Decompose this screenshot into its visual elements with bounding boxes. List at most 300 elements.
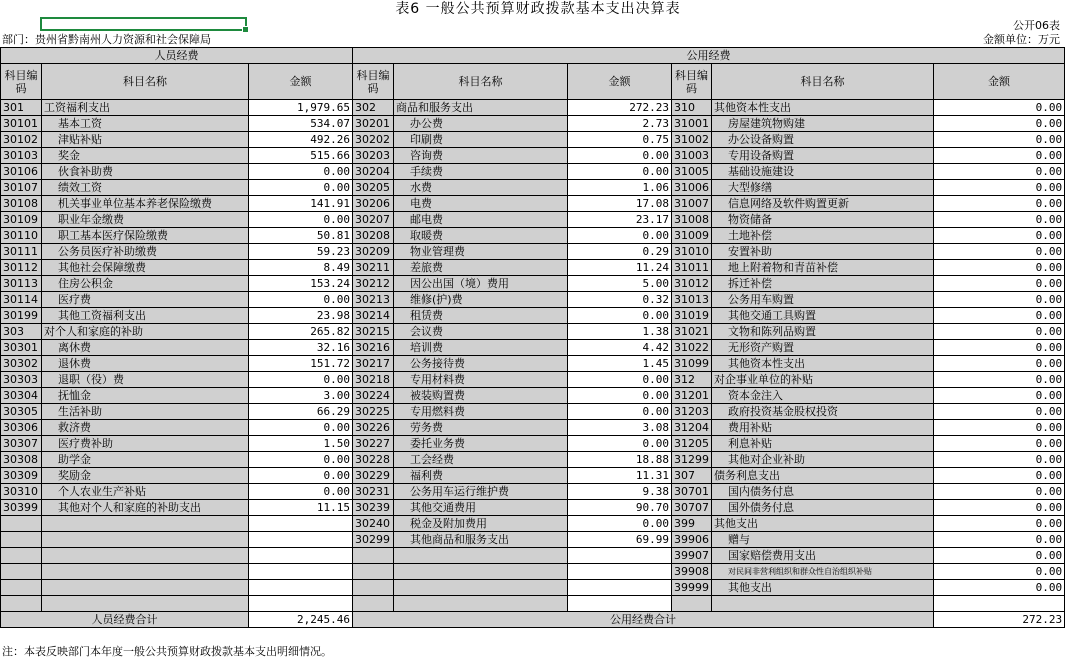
public-b-amount-cell[interactable]: 0.00 bbox=[934, 228, 1065, 244]
public-a-code-cell[interactable]: 30240 bbox=[353, 516, 394, 532]
personnel-code-cell[interactable]: 30307 bbox=[1, 436, 42, 452]
public-b-name-cell[interactable] bbox=[712, 596, 934, 612]
public-a-name-cell[interactable]: 劳务费 bbox=[394, 420, 568, 436]
personnel-amount-cell[interactable]: 8.49 bbox=[249, 260, 353, 276]
public-b-name-cell[interactable]: 基础设施建设 bbox=[712, 164, 934, 180]
public-b-name-cell[interactable]: 其他支出 bbox=[712, 516, 934, 532]
personnel-code-cell[interactable]: 30106 bbox=[1, 164, 42, 180]
personnel-code-cell[interactable]: 30302 bbox=[1, 356, 42, 372]
personnel-code-cell[interactable]: 301 bbox=[1, 100, 42, 116]
personnel-name-cell[interactable]: 其他社会保障缴费 bbox=[42, 260, 249, 276]
public-a-code-cell[interactable] bbox=[353, 596, 394, 612]
public-a-code-cell[interactable] bbox=[353, 548, 394, 564]
public-a-name-cell[interactable]: 水费 bbox=[394, 180, 568, 196]
public-a-name-cell[interactable]: 取暖费 bbox=[394, 228, 568, 244]
personnel-amount-cell[interactable] bbox=[249, 516, 353, 532]
public-a-name-cell[interactable]: 物业管理费 bbox=[394, 244, 568, 260]
personnel-code-cell[interactable]: 30306 bbox=[1, 420, 42, 436]
public-b-code-cell[interactable]: 31003 bbox=[672, 148, 712, 164]
public-a-name-cell[interactable]: 被装购置费 bbox=[394, 388, 568, 404]
public-a-amount-cell[interactable] bbox=[568, 596, 672, 612]
personnel-name-cell[interactable]: 其他工资福利支出 bbox=[42, 308, 249, 324]
personnel-amount-cell[interactable]: 141.91 bbox=[249, 196, 353, 212]
public-b-amount-cell[interactable]: 0.00 bbox=[934, 564, 1065, 580]
public-a-code-cell[interactable]: 30211 bbox=[353, 260, 394, 276]
personnel-code-cell[interactable]: 30107 bbox=[1, 180, 42, 196]
personnel-name-cell[interactable] bbox=[42, 580, 249, 596]
public-a-name-cell[interactable]: 邮电费 bbox=[394, 212, 568, 228]
public-b-name-cell[interactable]: 无形资产购置 bbox=[712, 340, 934, 356]
public-a-amount-cell[interactable]: 1.38 bbox=[568, 324, 672, 340]
public-b-code-cell[interactable]: 31012 bbox=[672, 276, 712, 292]
personnel-amount-cell[interactable]: 0.00 bbox=[249, 372, 353, 388]
personnel-code-cell[interactable]: 30113 bbox=[1, 276, 42, 292]
public-a-code-cell[interactable]: 30218 bbox=[353, 372, 394, 388]
public-b-name-cell[interactable]: 赠与 bbox=[712, 532, 934, 548]
personnel-amount-cell[interactable]: 1,979.65 bbox=[249, 100, 353, 116]
personnel-amount-cell[interactable]: 0.00 bbox=[249, 468, 353, 484]
public-a-amount-cell[interactable] bbox=[568, 548, 672, 564]
public-b-name-cell[interactable]: 文物和陈列品购置 bbox=[712, 324, 934, 340]
public-b-amount-cell[interactable]: 0.00 bbox=[934, 388, 1065, 404]
personnel-code-cell[interactable]: 30301 bbox=[1, 340, 42, 356]
public-b-amount-cell[interactable]: 0.00 bbox=[934, 548, 1065, 564]
public-b-amount-cell[interactable]: 0.00 bbox=[934, 292, 1065, 308]
personnel-code-cell[interactable]: 30304 bbox=[1, 388, 42, 404]
personnel-code-cell[interactable] bbox=[1, 596, 42, 612]
public-a-code-cell[interactable]: 30201 bbox=[353, 116, 394, 132]
personnel-amount-cell[interactable]: 153.24 bbox=[249, 276, 353, 292]
public-a-name-cell[interactable]: 办公费 bbox=[394, 116, 568, 132]
public-b-amount-cell[interactable]: 0.00 bbox=[934, 132, 1065, 148]
personnel-name-cell[interactable]: 职工基本医疗保险缴费 bbox=[42, 228, 249, 244]
public-b-name-cell[interactable]: 物资储备 bbox=[712, 212, 934, 228]
public-b-name-cell[interactable]: 大型修缮 bbox=[712, 180, 934, 196]
personnel-amount-cell[interactable]: 0.00 bbox=[249, 452, 353, 468]
personnel-name-cell[interactable]: 机关事业单位基本养老保险缴费 bbox=[42, 196, 249, 212]
public-b-code-cell[interactable]: 31009 bbox=[672, 228, 712, 244]
public-b-code-cell[interactable]: 31008 bbox=[672, 212, 712, 228]
public-a-name-cell[interactable] bbox=[394, 596, 568, 612]
public-a-amount-cell[interactable]: 0.00 bbox=[568, 388, 672, 404]
public-b-name-cell[interactable]: 资本金注入 bbox=[712, 388, 934, 404]
personnel-code-cell[interactable]: 30108 bbox=[1, 196, 42, 212]
public-b-amount-cell[interactable]: 0.00 bbox=[934, 468, 1065, 484]
personnel-code-cell[interactable] bbox=[1, 548, 42, 564]
public-b-code-cell[interactable]: 310 bbox=[672, 100, 712, 116]
public-total-value[interactable]: 272.23 bbox=[934, 612, 1065, 628]
public-a-amount-cell[interactable]: 0.75 bbox=[568, 132, 672, 148]
public-a-amount-cell[interactable]: 0.00 bbox=[568, 372, 672, 388]
public-b-name-cell[interactable]: 其他支出 bbox=[712, 580, 934, 596]
table-row bbox=[1, 196, 1065, 212]
personnel-code-cell[interactable]: 30305 bbox=[1, 404, 42, 420]
public-a-amount-cell[interactable]: 0.00 bbox=[568, 228, 672, 244]
public-a-name-cell[interactable]: 委托业务费 bbox=[394, 436, 568, 452]
public-a-code-cell[interactable]: 30225 bbox=[353, 404, 394, 420]
public-b-code-cell[interactable]: 31013 bbox=[672, 292, 712, 308]
personnel-amount-cell[interactable]: 151.72 bbox=[249, 356, 353, 372]
public-a-amount-cell[interactable]: 9.38 bbox=[568, 484, 672, 500]
personnel-code-cell[interactable]: 30103 bbox=[1, 148, 42, 164]
public-a-amount-cell[interactable]: 1.45 bbox=[568, 356, 672, 372]
personnel-name-cell[interactable]: 对个人和家庭的补助 bbox=[42, 324, 249, 340]
public-a-code-cell[interactable]: 30209 bbox=[353, 244, 394, 260]
public-b-name-cell[interactable]: 对民间非营利组织和群众性自治组织补贴 bbox=[712, 564, 934, 580]
public-a-amount-cell[interactable]: 4.42 bbox=[568, 340, 672, 356]
public-b-amount-cell[interactable]: 0.00 bbox=[934, 148, 1065, 164]
personnel-amount-cell[interactable] bbox=[249, 532, 353, 548]
personnel-code-cell[interactable]: 30399 bbox=[1, 500, 42, 516]
public-a-amount-cell[interactable]: 69.99 bbox=[568, 532, 672, 548]
public-b-amount-cell[interactable]: 0.00 bbox=[934, 452, 1065, 468]
public-a-amount-cell[interactable]: 3.08 bbox=[568, 420, 672, 436]
personnel-name-cell[interactable]: 救济费 bbox=[42, 420, 249, 436]
public-b-amount-cell[interactable]: 0.00 bbox=[934, 164, 1065, 180]
public-b-amount-cell[interactable]: 0.00 bbox=[934, 196, 1065, 212]
personnel-total-label[interactable]: 人员经费合计 bbox=[1, 612, 249, 628]
public-a-code-cell[interactable]: 30213 bbox=[353, 292, 394, 308]
public-a-name-cell[interactable]: 专用燃料费 bbox=[394, 404, 568, 420]
public-a-name-cell[interactable]: 差旅费 bbox=[394, 260, 568, 276]
public-b-amount-cell[interactable]: 0.00 bbox=[934, 308, 1065, 324]
table-row bbox=[1, 116, 1065, 132]
public-b-amount-cell[interactable]: 0.00 bbox=[934, 404, 1065, 420]
public-b-name-cell[interactable]: 国内债务付息 bbox=[712, 484, 934, 500]
public-a-code-cell[interactable]: 30212 bbox=[353, 276, 394, 292]
public-b-amount-cell[interactable]: 0.00 bbox=[934, 372, 1065, 388]
public-b-code-cell[interactable]: 31201 bbox=[672, 388, 712, 404]
public-b-code-cell[interactable]: 307 bbox=[672, 468, 712, 484]
department-label: 部门：贵州省黔南州人力资源和社会保障局 bbox=[2, 33, 211, 46]
public-b-amount-cell[interactable]: 0.00 bbox=[934, 580, 1065, 596]
public-a-code-cell[interactable]: 30239 bbox=[353, 500, 394, 516]
public-b-code-cell[interactable]: 31099 bbox=[672, 356, 712, 372]
public-b-code-cell[interactable]: 31299 bbox=[672, 452, 712, 468]
public-a-name-cell[interactable]: 因公出国（境）费用 bbox=[394, 276, 568, 292]
public-a-name-cell[interactable]: 专用材料费 bbox=[394, 372, 568, 388]
personnel-name-cell[interactable]: 退休费 bbox=[42, 356, 249, 372]
public-b-amount-cell[interactable] bbox=[934, 596, 1065, 612]
public-b-name-cell[interactable]: 其他对企业补助 bbox=[712, 452, 934, 468]
public-b-amount-cell[interactable]: 0.00 bbox=[934, 324, 1065, 340]
personnel-name-cell[interactable]: 个人农业生产补贴 bbox=[42, 484, 249, 500]
public-b-name-cell[interactable]: 信息网络及软件购置更新 bbox=[712, 196, 934, 212]
public-b-amount-cell[interactable]: 0.00 bbox=[934, 420, 1065, 436]
public-a-code-cell[interactable] bbox=[353, 580, 394, 596]
personnel-name-cell[interactable]: 绩效工资 bbox=[42, 180, 249, 196]
public-b-name-cell[interactable]: 安置补助 bbox=[712, 244, 934, 260]
public-b-amount-cell[interactable]: 0.00 bbox=[934, 436, 1065, 452]
public-b-amount-cell[interactable]: 0.00 bbox=[934, 180, 1065, 196]
public-a-amount-cell[interactable]: 0.00 bbox=[568, 404, 672, 420]
personnel-code-cell[interactable] bbox=[1, 516, 42, 532]
public-b-amount-cell[interactable]: 0.00 bbox=[934, 516, 1065, 532]
public-b-name-cell[interactable]: 债务利息支出 bbox=[712, 468, 934, 484]
table-row bbox=[1, 436, 1065, 452]
personnel-amount-cell[interactable]: 515.66 bbox=[249, 148, 353, 164]
public-total-label[interactable]: 公用经费合计 bbox=[353, 612, 934, 628]
personnel-code-cell[interactable] bbox=[1, 564, 42, 580]
table-row bbox=[1, 500, 1065, 516]
public-a-code-cell[interactable]: 30299 bbox=[353, 532, 394, 548]
public-b-amount-cell[interactable]: 0.00 bbox=[934, 340, 1065, 356]
public-a-code-cell[interactable]: 30227 bbox=[353, 436, 394, 452]
public-b-code-cell[interactable]: 39906 bbox=[672, 532, 712, 548]
public-b-amount-cell[interactable]: 0.00 bbox=[934, 356, 1065, 372]
public-a-amount-cell[interactable]: 23.17 bbox=[568, 212, 672, 228]
public-a-amount-cell[interactable]: 90.70 bbox=[568, 500, 672, 516]
public-b-name-cell[interactable]: 利息补贴 bbox=[712, 436, 934, 452]
public-a-name-cell[interactable]: 咨询费 bbox=[394, 148, 568, 164]
public-a-amount-cell[interactable]: 0.00 bbox=[568, 308, 672, 324]
public-a-code-cell[interactable]: 30216 bbox=[353, 340, 394, 356]
personnel-code-cell[interactable]: 30101 bbox=[1, 116, 42, 132]
personnel-amount-cell[interactable]: 0.00 bbox=[249, 484, 353, 500]
public-a-code-cell[interactable]: 30214 bbox=[353, 308, 394, 324]
public-a-code-cell[interactable]: 30208 bbox=[353, 228, 394, 244]
public-b-name-cell[interactable]: 其他资本性支出 bbox=[712, 356, 934, 372]
public-b-code-cell[interactable]: 30701 bbox=[672, 484, 712, 500]
public-b-amount-cell[interactable]: 0.00 bbox=[934, 100, 1065, 116]
public-b-name-cell[interactable]: 房屋建筑物购建 bbox=[712, 116, 934, 132]
personnel-name-cell[interactable] bbox=[42, 548, 249, 564]
public-a-code-cell[interactable]: 30204 bbox=[353, 164, 394, 180]
personnel-code-cell[interactable]: 30310 bbox=[1, 484, 42, 500]
personnel-amount-cell[interactable]: 23.98 bbox=[249, 308, 353, 324]
personnel-name-cell[interactable]: 津贴补贴 bbox=[42, 132, 249, 148]
public-a-amount-cell[interactable] bbox=[568, 580, 672, 596]
public-b-code-cell[interactable]: 31002 bbox=[672, 132, 712, 148]
public-b-code-cell[interactable]: 39999 bbox=[672, 580, 712, 596]
public-b-amount-cell[interactable]: 0.00 bbox=[934, 116, 1065, 132]
personnel-code-cell[interactable]: 30102 bbox=[1, 132, 42, 148]
public-b-code-cell[interactable]: 312 bbox=[672, 372, 712, 388]
personnel-amount-cell[interactable]: 59.23 bbox=[249, 244, 353, 260]
public-a-amount-cell[interactable] bbox=[568, 564, 672, 580]
personnel-code-cell[interactable]: 30111 bbox=[1, 244, 42, 260]
public-a-name-cell[interactable] bbox=[394, 548, 568, 564]
personnel-amount-cell[interactable]: 0.00 bbox=[249, 164, 353, 180]
personnel-name-cell[interactable]: 生活补助 bbox=[42, 404, 249, 420]
public-a-code-cell[interactable] bbox=[353, 564, 394, 580]
public-a-amount-cell[interactable]: 272.23 bbox=[568, 100, 672, 116]
personnel-code-cell[interactable]: 30110 bbox=[1, 228, 42, 244]
personnel-code-cell[interactable]: 303 bbox=[1, 324, 42, 340]
public-a-amount-cell[interactable]: 0.29 bbox=[568, 244, 672, 260]
public-a-name-cell[interactable]: 其他商品和服务支出 bbox=[394, 532, 568, 548]
public-a-name-cell[interactable]: 会议费 bbox=[394, 324, 568, 340]
personnel-amount-cell[interactable]: 1.50 bbox=[249, 436, 353, 452]
public-a-amount-cell[interactable]: 18.88 bbox=[568, 452, 672, 468]
public-b-name-cell[interactable]: 其他交通工具购置 bbox=[712, 308, 934, 324]
public-b-name-cell[interactable]: 国外债务付息 bbox=[712, 500, 934, 516]
public-a-name-cell[interactable]: 其他交通费用 bbox=[394, 500, 568, 516]
public-a-name-cell[interactable]: 电费 bbox=[394, 196, 568, 212]
public-a-amount-cell[interactable]: 5.00 bbox=[568, 276, 672, 292]
public-b-code-cell[interactable]: 31001 bbox=[672, 116, 712, 132]
public-b-name-cell[interactable]: 国家赔偿费用支出 bbox=[712, 548, 934, 564]
public-b-amount-cell[interactable]: 0.00 bbox=[934, 212, 1065, 228]
public-a-name-cell[interactable]: 培训费 bbox=[394, 340, 568, 356]
public-b-amount-cell[interactable]: 0.00 bbox=[934, 500, 1065, 516]
personnel-amount-cell[interactable]: 50.81 bbox=[249, 228, 353, 244]
personnel-amount-cell[interactable]: 66.29 bbox=[249, 404, 353, 420]
public-a-name-cell[interactable]: 公务接待费 bbox=[394, 356, 568, 372]
public-a-code-cell[interactable]: 30217 bbox=[353, 356, 394, 372]
personnel-name-cell[interactable]: 伙食补助费 bbox=[42, 164, 249, 180]
public-b-amount-cell[interactable]: 0.00 bbox=[934, 276, 1065, 292]
personnel-amount-cell[interactable] bbox=[249, 596, 353, 612]
personnel-name-cell[interactable]: 公务员医疗补助缴费 bbox=[42, 244, 249, 260]
public-a-code-cell[interactable]: 30207 bbox=[353, 212, 394, 228]
public-b-code-cell[interactable]: 31022 bbox=[672, 340, 712, 356]
public-b-name-cell[interactable]: 专用设备购置 bbox=[712, 148, 934, 164]
personnel-name-cell[interactable]: 抚恤金 bbox=[42, 388, 249, 404]
personnel-name-cell[interactable] bbox=[42, 596, 249, 612]
public-a-code-cell[interactable]: 302 bbox=[353, 100, 394, 116]
public-a-code-cell[interactable]: 30224 bbox=[353, 388, 394, 404]
personnel-code-cell[interactable] bbox=[1, 532, 42, 548]
public-a-name-cell[interactable]: 福利费 bbox=[394, 468, 568, 484]
personnel-total-value[interactable]: 2,245.46 bbox=[249, 612, 353, 628]
public-b-amount-cell[interactable]: 0.00 bbox=[934, 532, 1065, 548]
personnel-name-cell[interactable]: 职业年金缴费 bbox=[42, 212, 249, 228]
public-a-name-cell[interactable]: 税金及附加费用 bbox=[394, 516, 568, 532]
personnel-amount-cell[interactable]: 265.82 bbox=[249, 324, 353, 340]
public-b-code-cell[interactable]: 31204 bbox=[672, 420, 712, 436]
personnel-code-cell[interactable]: 30303 bbox=[1, 372, 42, 388]
personnel-name-cell[interactable] bbox=[42, 516, 249, 532]
public-a-code-cell[interactable]: 30215 bbox=[353, 324, 394, 340]
public-a-code-cell[interactable]: 30231 bbox=[353, 484, 394, 500]
public-b-name-cell[interactable]: 拆迁补偿 bbox=[712, 276, 934, 292]
personnel-amount-cell[interactable]: 0.00 bbox=[249, 420, 353, 436]
public-a-amount-cell[interactable]: 11.31 bbox=[568, 468, 672, 484]
public-b-code-cell[interactable]: 31205 bbox=[672, 436, 712, 452]
personnel-amount-cell[interactable] bbox=[249, 564, 353, 580]
public-b-amount-cell[interactable]: 0.00 bbox=[934, 244, 1065, 260]
personnel-code-cell[interactable]: 30309 bbox=[1, 468, 42, 484]
public-a-name-cell[interactable] bbox=[394, 580, 568, 596]
public-a-name-cell[interactable]: 租赁费 bbox=[394, 308, 568, 324]
public-b-name-cell[interactable]: 公务用车购置 bbox=[712, 292, 934, 308]
public-b-code-cell[interactable]: 31203 bbox=[672, 404, 712, 420]
personnel-name-cell[interactable]: 助学金 bbox=[42, 452, 249, 468]
personnel-amount-cell[interactable]: 534.07 bbox=[249, 116, 353, 132]
public-b-code-cell[interactable]: 39907 bbox=[672, 548, 712, 564]
public-a-code-cell[interactable]: 30206 bbox=[353, 196, 394, 212]
personnel-name-cell[interactable]: 医疗费补助 bbox=[42, 436, 249, 452]
public-b-code-cell[interactable]: 31010 bbox=[672, 244, 712, 260]
public-a-name-cell[interactable] bbox=[394, 564, 568, 580]
public-a-amount-cell[interactable]: 0.00 bbox=[568, 516, 672, 532]
public-b-code-cell[interactable]: 31021 bbox=[672, 324, 712, 340]
selected-cell[interactable] bbox=[40, 17, 247, 31]
public-b-name-cell[interactable]: 对企事业单位的补贴 bbox=[712, 372, 934, 388]
public-a-name-cell[interactable]: 商品和服务支出 bbox=[394, 100, 568, 116]
public-a-amount-cell[interactable]: 0.32 bbox=[568, 292, 672, 308]
personnel-amount-cell[interactable] bbox=[249, 548, 353, 564]
personnel-amount-cell[interactable]: 492.26 bbox=[249, 132, 353, 148]
public-b-code-cell[interactable]: 31011 bbox=[672, 260, 712, 276]
public-a-amount-cell[interactable]: 0.00 bbox=[568, 436, 672, 452]
personnel-name-cell[interactable]: 奖金 bbox=[42, 148, 249, 164]
personnel-code-cell[interactable]: 30114 bbox=[1, 292, 42, 308]
public-a-amount-cell[interactable]: 2.73 bbox=[568, 116, 672, 132]
public-b-code-cell[interactable] bbox=[672, 596, 712, 612]
personnel-name-cell[interactable]: 离休费 bbox=[42, 340, 249, 356]
personnel-amount-cell[interactable]: 3.00 bbox=[249, 388, 353, 404]
public-a-name-cell[interactable]: 手续费 bbox=[394, 164, 568, 180]
personnel-name-cell[interactable]: 住房公积金 bbox=[42, 276, 249, 292]
public-a-code-cell[interactable]: 30226 bbox=[353, 420, 394, 436]
personnel-code-cell[interactable]: 30112 bbox=[1, 260, 42, 276]
public-a-code-cell[interactable]: 30229 bbox=[353, 468, 394, 484]
public-b-name-cell[interactable]: 其他资本性支出 bbox=[712, 100, 934, 116]
personnel-name-cell[interactable]: 基本工资 bbox=[42, 116, 249, 132]
public-a-amount-cell[interactable]: 0.00 bbox=[568, 148, 672, 164]
personnel-name-cell[interactable] bbox=[42, 532, 249, 548]
public-b-name-cell[interactable]: 办公设备购置 bbox=[712, 132, 934, 148]
personnel-amount-cell[interactable] bbox=[249, 580, 353, 596]
public-b-code-cell[interactable]: 31005 bbox=[672, 164, 712, 180]
personnel-name-cell[interactable]: 奖励金 bbox=[42, 468, 249, 484]
public-b-code-cell[interactable]: 31006 bbox=[672, 180, 712, 196]
public-a-name-cell[interactable]: 公务用车运行维护费 bbox=[394, 484, 568, 500]
table-row bbox=[1, 404, 1065, 420]
public-a-name-cell[interactable]: 维修(护)费 bbox=[394, 292, 568, 308]
public-a-name-cell[interactable]: 印刷费 bbox=[394, 132, 568, 148]
public-b-code-cell[interactable]: 399 bbox=[672, 516, 712, 532]
public-b-code-cell[interactable]: 31007 bbox=[672, 196, 712, 212]
personnel-name-cell[interactable]: 其他对个人和家庭的补助支出 bbox=[42, 500, 249, 516]
public-b-name-cell[interactable]: 地上附着物和青苗补偿 bbox=[712, 260, 934, 276]
public-b-name-cell[interactable]: 政府投资基金股权投资 bbox=[712, 404, 934, 420]
public-a-code-cell[interactable]: 30202 bbox=[353, 132, 394, 148]
public-a-amount-cell[interactable]: 17.08 bbox=[568, 196, 672, 212]
public-a-code-cell[interactable]: 30203 bbox=[353, 148, 394, 164]
personnel-name-cell[interactable]: 退职（役）费 bbox=[42, 372, 249, 388]
personnel-code-cell[interactable]: 30308 bbox=[1, 452, 42, 468]
public-b-code-cell[interactable]: 30707 bbox=[672, 500, 712, 516]
public-a-amount-cell[interactable]: 11.24 bbox=[568, 260, 672, 276]
public-a-amount-cell[interactable]: 0.00 bbox=[568, 164, 672, 180]
footnote: 注：本表反映部门本年度一般公共预算财政拨款基本支出明细情况。 bbox=[2, 645, 332, 658]
personnel-name-cell[interactable] bbox=[42, 564, 249, 580]
personnel-amount-cell[interactable]: 32.16 bbox=[249, 340, 353, 356]
public-b-amount-cell[interactable]: 0.00 bbox=[934, 484, 1065, 500]
public-b-amount-cell[interactable]: 0.00 bbox=[934, 260, 1065, 276]
personnel-amount-cell[interactable]: 0.00 bbox=[249, 292, 353, 308]
personnel-name-cell[interactable]: 工资福利支出 bbox=[42, 100, 249, 116]
public-b-code-cell[interactable]: 39908 bbox=[672, 564, 712, 580]
public-b-name-cell[interactable]: 土地补偿 bbox=[712, 228, 934, 244]
public-b-name-cell[interactable]: 费用补贴 bbox=[712, 420, 934, 436]
personnel-code-cell[interactable] bbox=[1, 580, 42, 596]
public-a-amount-cell[interactable]: 1.06 bbox=[568, 180, 672, 196]
public-b-code-cell[interactable]: 31019 bbox=[672, 308, 712, 324]
personnel-code-cell[interactable]: 30109 bbox=[1, 212, 42, 228]
public-a-code-cell[interactable]: 30205 bbox=[353, 180, 394, 196]
personnel-code-cell[interactable]: 30199 bbox=[1, 308, 42, 324]
personnel-name-cell[interactable]: 医疗费 bbox=[42, 292, 249, 308]
personnel-amount-cell[interactable]: 11.15 bbox=[249, 500, 353, 516]
personnel-amount-cell[interactable]: 0.00 bbox=[249, 212, 353, 228]
public-a-name-cell[interactable]: 工会经费 bbox=[394, 452, 568, 468]
personnel-amount-cell[interactable]: 0.00 bbox=[249, 180, 353, 196]
public-a-code-cell[interactable]: 30228 bbox=[353, 452, 394, 468]
